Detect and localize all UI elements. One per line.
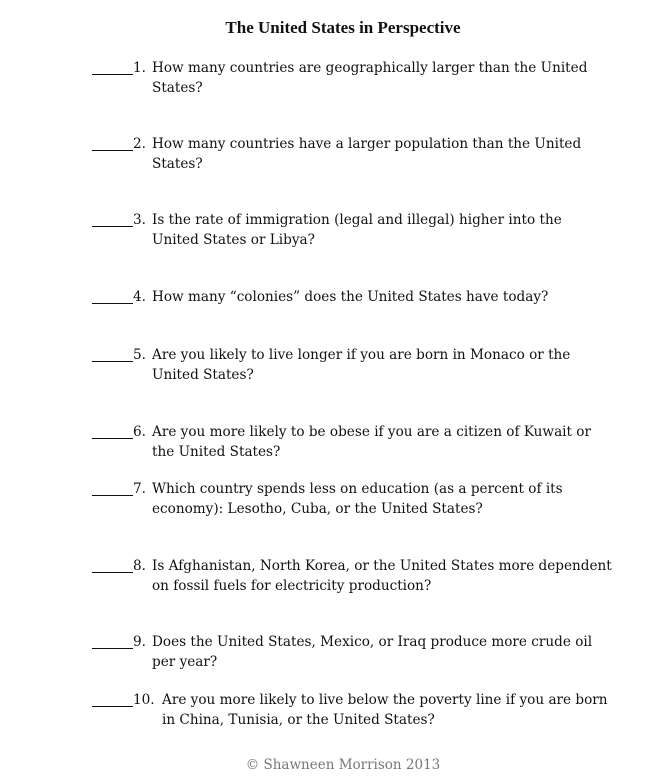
question-text: How many “colonies” does the United States have today? (152, 289, 549, 305)
answer-blank[interactable] (92, 480, 133, 496)
question-number: 8. (133, 558, 146, 574)
question-text: Are you likely to live longer if you are born in Monaco or the United States? (152, 347, 571, 383)
copyright-footer: © Shawneen Morrison 2013 (245, 757, 441, 773)
answer-blank[interactable] (92, 59, 133, 75)
question-number: 1. (133, 60, 146, 76)
question-text: How many countries are geographically larger than the United States? (152, 60, 588, 96)
question-number: 3. (133, 212, 146, 228)
question-number: 5. (133, 347, 146, 363)
answer-blank[interactable] (92, 211, 133, 227)
answer-blank[interactable] (92, 135, 133, 151)
question-text: Which country spends less on education (as a percent of its economy): Lesotho, Cuba, or the United States? (152, 481, 563, 517)
answer-blank[interactable] (92, 346, 133, 362)
question-number: 4. (133, 289, 146, 305)
question-number: 10. (133, 692, 155, 708)
answer-blank[interactable] (92, 288, 133, 304)
question-number: 9. (133, 634, 146, 650)
question-text: Does the United States, Mexico, or Iraq produce more crude oil per year? (152, 634, 593, 670)
answer-blank[interactable] (92, 557, 133, 573)
question-text: Is the rate of immigration (legal and illegal) higher into the United States or Libya? (152, 212, 562, 248)
answer-blank[interactable] (92, 423, 133, 439)
question-number: 2. (133, 136, 146, 152)
page-title: The United States in Perspective (225, 18, 461, 37)
question-text: Is Afghanistan, North Korea, or the United States more dependent on fossil fuels for electricity production? (152, 558, 612, 594)
question-text: How many countries have a larger population than the United States? (152, 136, 582, 172)
answer-blank[interactable] (92, 691, 133, 707)
question-number: 7. (133, 481, 146, 497)
question-number: 6. (133, 424, 146, 440)
answer-blank[interactable] (92, 633, 133, 649)
question-text: Are you more likely to be obese if you are a citizen of Kuwait or the United States? (152, 424, 591, 460)
question-text: Are you more likely to live below the poverty line if you are born in China, Tunisia, or the United States? (162, 692, 608, 728)
